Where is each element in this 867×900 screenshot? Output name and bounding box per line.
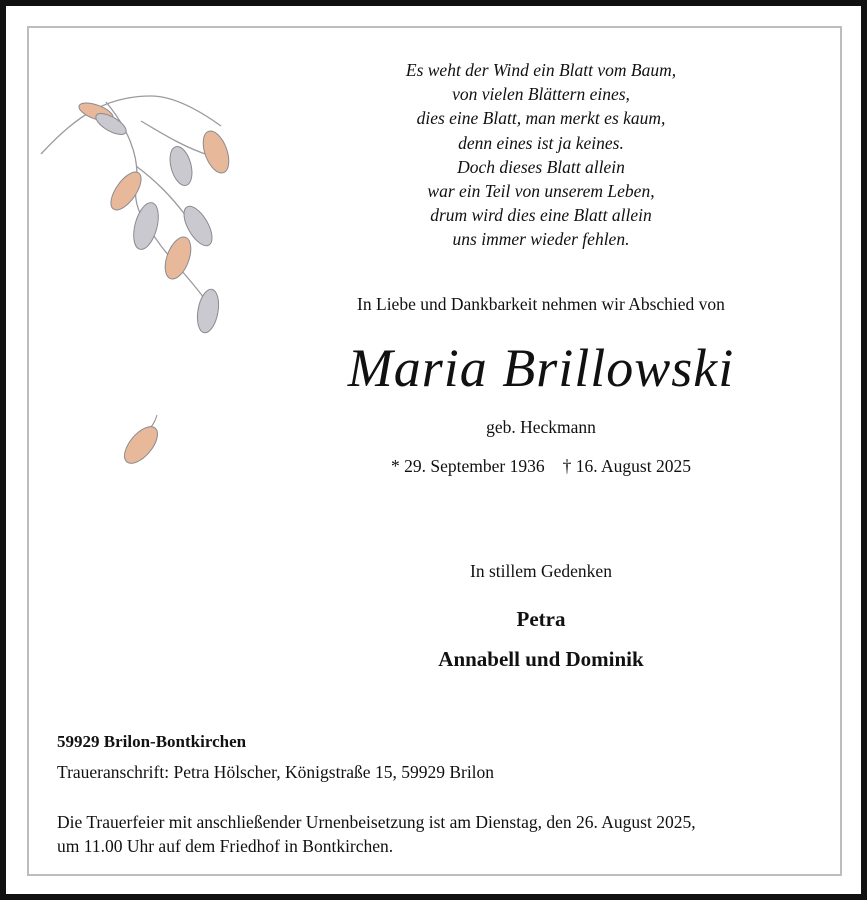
falling-leaf-illustration — [121, 411, 171, 471]
place-heading: 59929 Brilon-Bontkirchen — [57, 732, 247, 751]
poem-line: war ein Teil von unserem Leben, — [427, 181, 655, 202]
life-dates — [296, 456, 786, 477]
poem-line: denn eines ist ja keines. — [458, 132, 624, 153]
farewell-intro: In Liebe und Dankbarkeit nehmen wir Abschied von — [357, 294, 725, 314]
poem-line: dies eine Blatt, man merkt es kaum, — [416, 108, 666, 129]
family-member: Annabell und Dominik — [438, 647, 644, 671]
service-info — [57, 810, 827, 858]
birth-name: geb. Heckmann — [486, 417, 596, 437]
poem-line: von vielen Blättern eines, — [452, 84, 630, 105]
leaf-branch-illustration — [36, 86, 236, 346]
poem-line: drum wird dies eine Blatt allein — [430, 205, 652, 226]
poem-line: Doch dieses Blatt allein — [457, 156, 625, 177]
service-line: um 11.00 Uhr auf dem Friedhof in Bontkirchen. — [57, 836, 394, 856]
birth-date: * 29. September 1936 — [391, 456, 545, 476]
poem-line: uns immer wieder fehlen. — [452, 229, 630, 250]
death-date: † 16. August 2025 — [562, 456, 691, 476]
remembrance-line: In stillem Gedenken — [470, 561, 612, 581]
poem — [346, 58, 736, 252]
poem-line: Es weht der Wind ein Blatt vom Baum, — [405, 60, 677, 80]
mourning-address: Traueranschrift: Petra Hölscher, Königstraße 15, 59929 Brilon — [57, 762, 495, 782]
deceased-name: Maria Brillowski — [347, 338, 735, 398]
family-member: Petra — [516, 607, 566, 631]
service-line: Die Trauerfeier mit anschließender Urnenbeisetzung ist am Dienstag, den 26. August 2025, — [57, 812, 696, 832]
